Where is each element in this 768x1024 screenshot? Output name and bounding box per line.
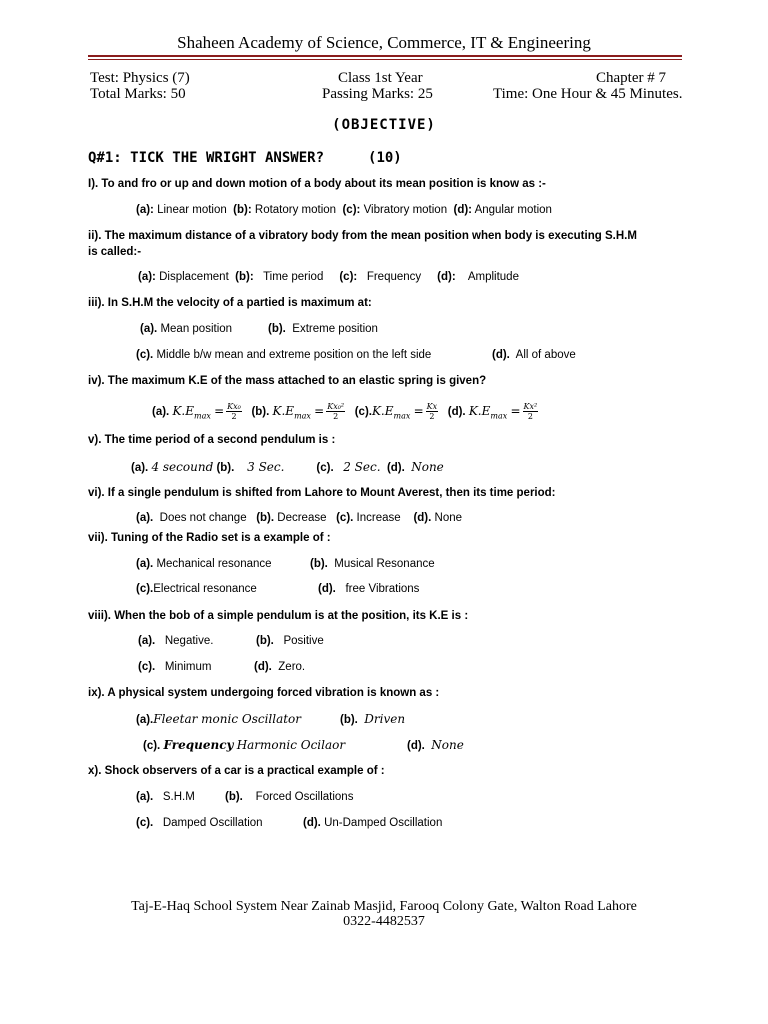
time-label: Time: One Hour & 45 Minutes. [493, 86, 683, 102]
formula-ke: K.E [172, 403, 194, 418]
option-label: (d). [386, 462, 405, 474]
fraction [326, 402, 345, 421]
option-text: Minimum [164, 661, 212, 673]
section-title: (OBJECTIVE) [332, 117, 436, 133]
option-text: Zero. [278, 661, 306, 673]
fraction-denominator: 2 [231, 412, 237, 421]
formula-sub: max [294, 410, 311, 420]
option-b [251, 402, 345, 421]
option-text: Musical Resonance [334, 558, 435, 570]
option-label: (d). [318, 583, 336, 595]
footer-phone: 0322-4482537 [343, 914, 425, 929]
fraction-numerator: Kx₀ [227, 402, 241, 411]
formula-sub: max [393, 410, 411, 420]
option-label: (a). [136, 558, 154, 570]
option-label: (c). [138, 661, 156, 673]
option-label: (a). [136, 512, 154, 524]
option-text: Positive [283, 635, 324, 647]
option-label: (b): [233, 204, 252, 216]
question-3-option-b [268, 323, 378, 335]
question-8-option-b [256, 635, 324, 647]
question-5-options [131, 460, 444, 474]
option-text: None [434, 512, 463, 524]
header-rule [88, 55, 682, 57]
option-text: Driven [364, 712, 406, 726]
question-2-line-2: is called:- [88, 246, 142, 258]
question-6: vi). If a single pendulum is shifted from Lahore to Mount Averest, then its time period: [88, 487, 556, 499]
option-label: (d). [492, 349, 510, 361]
option-text: Displacement [159, 271, 229, 283]
option-text: Un-Damped Oscillation [324, 817, 443, 829]
question-3-options-row1 [140, 323, 232, 335]
question-heading-text: Q#1: TICK THE WRIGHT ANSWER? [88, 150, 325, 166]
option-text: Linear motion [157, 204, 227, 216]
question-9-option-b [340, 712, 405, 726]
option-label: (b). [340, 714, 358, 726]
option-text: Amplitude [467, 271, 519, 283]
fraction [226, 402, 242, 421]
option-label: (c): [342, 204, 361, 216]
option-text: None [431, 738, 464, 752]
formula-eq: = [413, 403, 424, 418]
question-2-options [138, 271, 519, 283]
question-7-option-c [136, 583, 257, 595]
option-text: Does not change [159, 512, 247, 524]
option-label: (d): [453, 204, 472, 216]
option-d [447, 402, 538, 421]
fraction [426, 402, 439, 421]
option-label: (b). [225, 791, 243, 803]
fraction-denominator: 2 [333, 412, 339, 421]
option-label: (c). [336, 512, 354, 524]
formula-eq: = [510, 403, 521, 418]
option-text: Increase [356, 512, 401, 524]
question-9-option-d [407, 738, 464, 752]
option-label: (b). [310, 558, 328, 570]
question-5: v). The time period of a second pendulum is : [88, 434, 336, 446]
option-text: Forced Oscillations [255, 791, 354, 803]
option-label: (b). [216, 462, 235, 474]
option-label: (a): [138, 271, 156, 283]
option-text: free Vibrations [345, 583, 420, 595]
option-text: Negative. [164, 635, 214, 647]
question-10-option-d [303, 817, 442, 829]
option-text: Electrical resonance [153, 583, 257, 595]
option-text-bold: Frequency [163, 738, 234, 752]
option-text: Mean position [160, 323, 233, 335]
fraction [523, 402, 539, 421]
question-7: vii). Tuning of the Radio set is a example of : [88, 532, 331, 544]
fraction-denominator: 2 [429, 412, 435, 421]
option-label: (b). [268, 323, 286, 335]
option-text: Harmonic Ocilaor [236, 738, 346, 752]
class-label: Class 1st Year [338, 70, 423, 86]
question-3: iii). In S.H.M the velocity of a partied is maximum at: [88, 297, 372, 309]
option-text: S.H.M [162, 791, 195, 803]
option-label: (a): [136, 204, 154, 216]
question-8-option-c [138, 661, 211, 673]
option-label: (c). [136, 583, 154, 595]
question-8: viii). When the bob of a simple pendulum is at the position, its K.E is : [88, 610, 469, 622]
option-label: (d). [303, 817, 321, 829]
option-label: (b): [235, 271, 254, 283]
test-label: Test: Physics (7) [90, 70, 190, 86]
question-4-options [152, 402, 538, 421]
question-9-option-a [136, 712, 301, 726]
option-text: All of above [515, 349, 576, 361]
option-label: (a). [140, 323, 158, 335]
header-rule-thin [88, 59, 682, 60]
option-label: (d): [437, 271, 456, 283]
formula-ke: K.E [371, 403, 394, 418]
question-7-option-b [310, 558, 435, 570]
formula-sub: max [490, 410, 508, 420]
option-text: 2 Sec. [343, 460, 381, 474]
formula-ke: K.E [468, 403, 491, 418]
option-text: Decrease [277, 512, 327, 524]
option-text: None [411, 460, 444, 474]
question-1-options [136, 204, 552, 216]
formula-sub: max [194, 410, 211, 420]
footer-address: Taj-E-Haq School System Near Zainab Masjid, Farooq Colony Gate, Walton Road Lahore [131, 899, 637, 914]
option-label: (c). [354, 405, 372, 418]
question-9: ix). A physical system undergoing forced vibration is known as : [88, 687, 440, 699]
option-label: (a). [152, 405, 170, 418]
option-text: Middle b/w mean and extreme position on the left side [156, 349, 432, 361]
question-10: x). Shock observers of a car is a practical example of : [88, 765, 385, 777]
option-label: (c). [143, 740, 161, 752]
question-10-option-a [136, 791, 195, 803]
total-marks: Total Marks: 50 [90, 86, 186, 102]
question-4: iv). The maximum K.E of the mass attached to an elastic spring is given? [88, 375, 487, 387]
question-6-options [136, 512, 462, 524]
option-label: (c): [339, 271, 358, 283]
question-marks: (10) [368, 150, 402, 166]
fraction-numerator: Kx₀² [327, 402, 345, 411]
option-text: 3 Sec. [247, 460, 285, 474]
formula-ke: K.E [272, 403, 295, 418]
question-10-option-b [225, 791, 353, 803]
fraction-denominator: 2 [527, 412, 533, 421]
option-text: Frequency [366, 271, 422, 283]
option-label: (d). [407, 740, 425, 752]
option-label: (b). [251, 405, 270, 418]
fraction-numerator: Kx [426, 402, 438, 411]
question-heading [88, 150, 402, 166]
passing-marks: Passing Marks: 25 [322, 86, 433, 102]
question-2-line-1: ii). The maximum distance of a vibratory body from the mean position when body is executing S.H.M [88, 230, 637, 242]
formula-eq: = [214, 403, 225, 418]
option-text: Damped Oscillation [162, 817, 263, 829]
question-8-option-a [138, 635, 213, 647]
option-label: (a). [136, 791, 154, 803]
question-3-option-c [136, 349, 431, 361]
question-7-option-d [318, 583, 419, 595]
option-c [354, 402, 438, 421]
option-text: Vibratory motion [363, 204, 448, 216]
fraction-numerator: Kx² [523, 402, 538, 411]
formula-eq: = [314, 403, 325, 418]
option-label: (c). [136, 349, 154, 361]
option-label: (d). [447, 405, 466, 418]
question-10-option-c [136, 817, 263, 829]
option-label: (b). [256, 635, 274, 647]
option-text: 4 secound [151, 460, 214, 474]
question-8-option-d [254, 661, 305, 673]
option-text: Rotatory motion [254, 204, 337, 216]
option-text: Extreme position [292, 323, 378, 335]
option-a [152, 402, 242, 421]
option-label: (a). [136, 714, 154, 726]
option-text: Fleetar monic Oscillator [153, 712, 302, 726]
school-title: Shaheen Academy of Science, Commerce, IT & Engineering [177, 33, 591, 52]
question-1: I). To and fro or up and down motion of a body about its mean position is know as :- [88, 178, 546, 190]
option-text: Time period [263, 271, 324, 283]
option-label: (a). [138, 635, 156, 647]
question-7-option-a [136, 558, 272, 570]
option-label: (b). [256, 512, 275, 524]
question-3-option-d [492, 349, 576, 361]
option-text: Mechanical resonance [156, 558, 272, 570]
chapter-label: Chapter # 7 [596, 70, 666, 86]
option-text: Angular motion [474, 204, 552, 216]
option-label: (c). [136, 817, 154, 829]
question-9-option-c [143, 738, 345, 752]
option-label: (a). [131, 462, 149, 474]
option-label: (c). [316, 462, 334, 474]
option-label: (d). [254, 661, 272, 673]
option-label: (d). [413, 512, 432, 524]
